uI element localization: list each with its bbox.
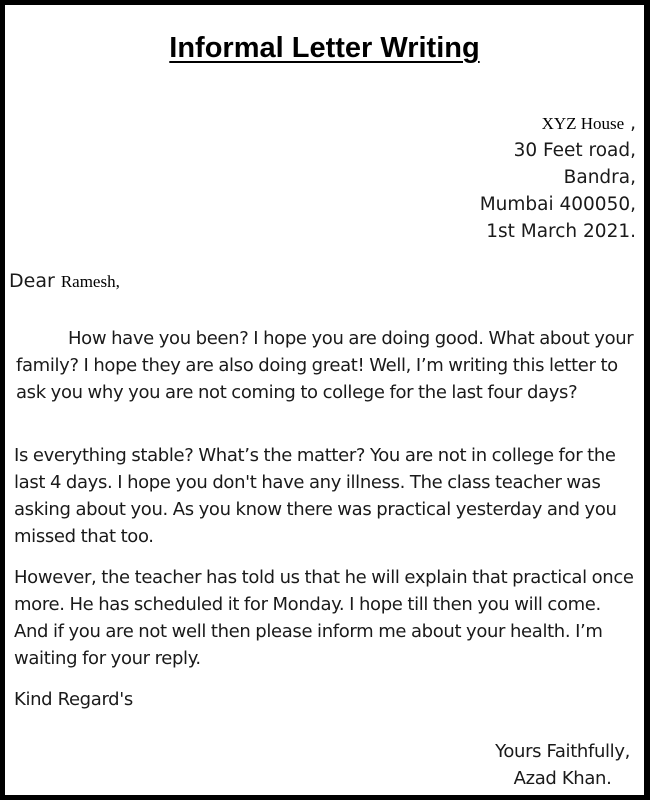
signature-block	[495, 738, 630, 792]
recipient-name: Ramesh,	[60, 272, 120, 291]
body-paragraph-2: Is everything stable? What’s the matter? You are not in college for the last 4 days. I hope you don't have any illness. The class teacher was asking about you. As you know there was practical yesterday and you missed that too.	[14, 445, 617, 547]
sender-name: Azad Khan.	[513, 768, 612, 789]
sender-address	[480, 110, 636, 245]
valediction: Yours Faithfully,	[495, 741, 630, 762]
salutation	[9, 270, 120, 292]
address-line-2: 30 Feet road,	[513, 140, 636, 161]
letter-page	[5, 5, 644, 795]
title-text: Informal Letter Writing	[169, 32, 480, 64]
address-line-4: Mumbai 400050,	[479, 194, 636, 215]
salutation-greeting: Dear	[9, 270, 55, 292]
body-paragraph-1: How have you been? I hope you are doing good. What about your family? I hope they are also doing great! Well, I’m writing this letter to ask you why you are not coming to college for the last four days?	[16, 328, 634, 403]
body-paragraph-3: However, the teacher has told us that he will explain that practical once more. He has scheduled it for Monday. I hope till then you will come. And if you are not well then please inform me about your health. I’m waiting for your reply.	[14, 567, 634, 669]
letter-date: 1st March 2021.	[486, 221, 636, 242]
address-line-3: Bandra,	[563, 167, 636, 188]
address-line-1: XYZ House ,	[541, 113, 636, 134]
closing-line: Kind Regard's	[14, 689, 133, 710]
page-title	[5, 32, 644, 65]
